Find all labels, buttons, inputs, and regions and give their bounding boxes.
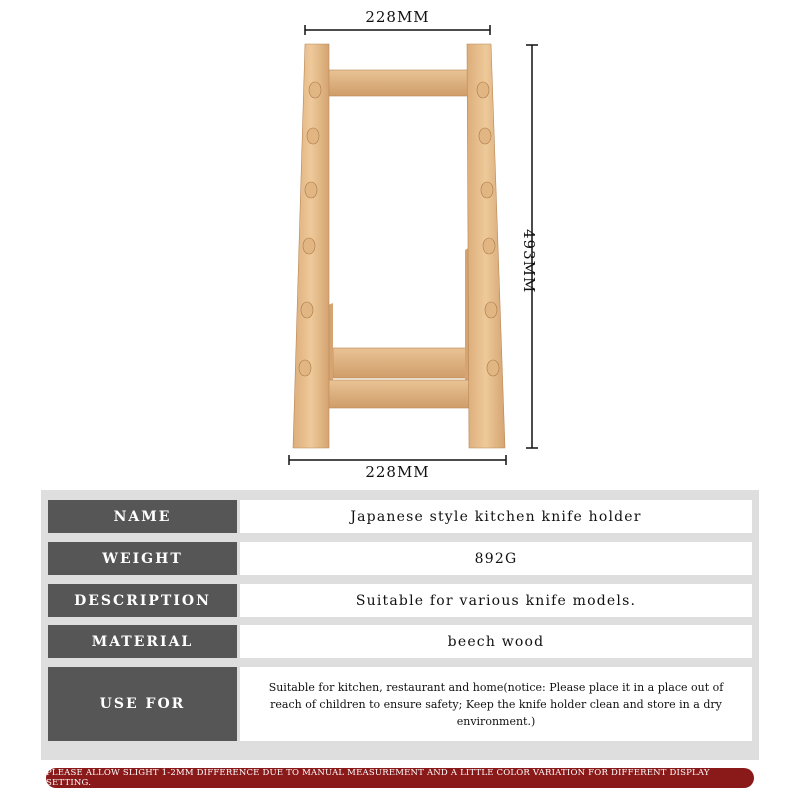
top-width-line [304,8,491,38]
bottom-width-dimension [288,455,507,485]
spec-value: Suitable for kitchen, restaurant and home(notice: Please place it in a place out of reach of children to ensure safety; Keep the knife holder clean and store in a dry environment.) [240,667,752,741]
spec-label: NAME [48,500,237,533]
height-dimension [520,44,560,449]
spec-label: DESCRIPTION [48,584,237,617]
wooden-stand-drawing [285,38,515,456]
knife-holder-image [285,38,515,456]
spec-value: Japanese style kitchen knife holder [240,500,752,533]
spec-label: USE FOR [48,667,237,741]
spec-value: 892G [240,542,752,575]
top-width-dimension [304,8,491,38]
height-label: 493MM [520,229,538,294]
spec-row-material [48,625,752,658]
spec-value: Suitable for various knife models. [240,584,752,617]
spec-label: MATERIAL [48,625,237,658]
spec-row-weight [48,542,752,575]
spec-value: beech wood [240,625,752,658]
spec-row-description [48,584,752,617]
notice-banner: PLEASE ALLOW SLIGHT 1-2MM DIFFERENCE DUE TO MANUAL MEASUREMENT AND A LITTLE COLOR VARIATION FOR DIFFERENT DISPLAY SETTING. [46,768,754,788]
top-width-label: 228MM [365,8,430,26]
bottom-width-label: 228MM [365,463,430,481]
spec-label: WEIGHT [48,542,237,575]
spec-row-use-for [48,667,752,741]
spec-table [41,490,759,760]
spec-row-name [48,500,752,533]
